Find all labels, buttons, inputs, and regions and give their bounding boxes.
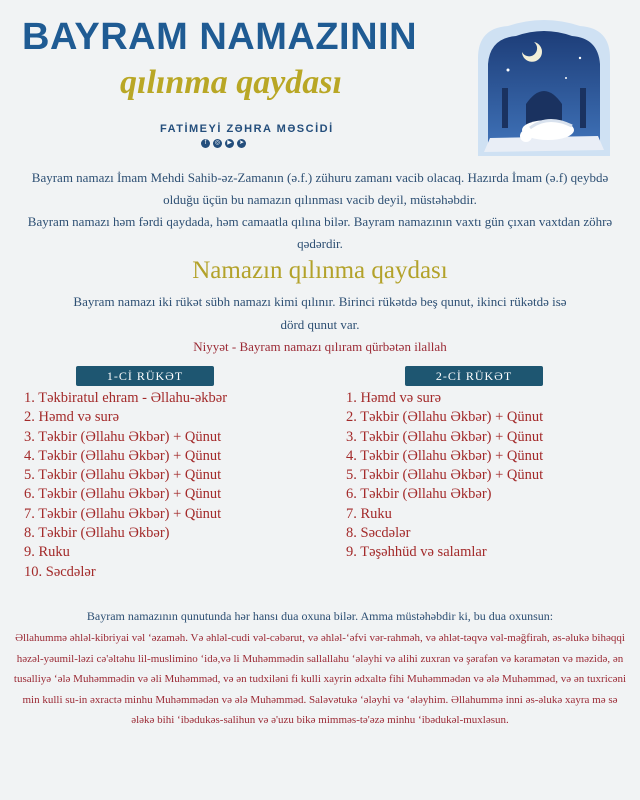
list-item: 4. Təkbir (Əllahu Əkbər) + Qünut — [346, 447, 544, 464]
intro-paragraph-2: Bayram namazı həm fərdi qaydada, həm camaatla qılına bilər. Bayram namazının vaxtı gün çıxan vaxtdan zöhrə qədərdir. — [27, 214, 613, 251]
prayer-illustration — [468, 18, 620, 158]
list-item: 1. Təkbiratul ehram - Əllahu-əkbər — [24, 390, 228, 406]
niyyet-text: Niyyət - Bayram namazı qılıram qürbətən ilallah — [193, 339, 447, 354]
social-icons — [201, 139, 246, 148]
instagram-icon[interactable]: ◎ — [214, 140, 221, 146]
list-item: 1. Həmd və surə — [346, 390, 442, 406]
list-item: 3. Təkbir (Əllahu Əkbər) + Qünut — [24, 428, 222, 445]
list-item: 5. Təkbir (Əllahu Əkbər) + Qünut — [346, 467, 544, 484]
list-item: 9. Ruku — [24, 544, 70, 561]
mosque-name: FATİMEYİ ZƏHRA MƏSCİDİ — [160, 123, 334, 135]
rakat1-steps — [24, 389, 227, 582]
list-item: 8. Səcdələr — [346, 525, 411, 542]
dua-intro: Bayram namazının qunutunda hər hansı dua oxuna bilər. Amma müstəhəbdir ki, bu dua oxunsun: — [86, 609, 554, 623]
list-item: 6. Təkbir (Əllahu Əkbər) + Qünut — [24, 486, 222, 503]
poster-subtitle: qılınma qaydası — [120, 64, 342, 101]
list-item: 4. Təkbir (Əllahu Əkbər) + Qünut — [24, 447, 222, 464]
rakat1-label: 1-Cİ RÜKƏT — [76, 366, 214, 386]
list-item: 9. Təşəhhüd və salamlar — [346, 544, 487, 561]
telegram-icon[interactable]: ➤ — [238, 140, 245, 146]
rule-text: Bayram namazı iki rükət sübh namazı kimi qılınır. Birinci rükətdə beş qunut, ikinci rükətdə isə dörd qunut var. — [73, 294, 567, 332]
youtube-icon[interactable]: ▶ — [225, 139, 234, 148]
list-item: 6. Təkbir (Əllahu Əkbər) — [346, 486, 492, 503]
list-item: 7. Ruku — [346, 505, 392, 522]
intro-text — [20, 167, 620, 255]
list-item: 2. Həmd və surə — [24, 409, 120, 426]
section-title: Namazın qılınma qaydası — [192, 257, 448, 284]
list-item: 10. Səcdələr — [24, 563, 96, 580]
rakat2-label: 2-Cİ RÜKƏT — [405, 366, 543, 386]
dua-text: Əllahummə əhləl-kibriyai vəl ʻəzaməh. Və əhləl-cudi vəl-cəbərut, və əhləl-ʻəfvi vər-rahməh, və əhlət-təqvə vəl-məğfirah, əs-əlukə bihəqqi həzəl-yəumil-ləzi cə'əltəhu lil-muslimino ʻidə,və li Muhəmmədin sallallahu ʻələyhi və alihi zuxran və şərafən və kəramətən və məzidə, ən tusalliyə ʻələ Muhəmmədin və əli Muhəmməd, və ən tudxiləni fi kulli xayrin ədxaltə fihi Muhəmmədən və ələ Muhəmməd, və ən tuxricəni min kulli su-in əxractə minhu Muhəmmədən və ələ Muhəmməd. Saləvətukə ʻələyhi və ʻələyhim. Əllahummə inni əs-əlukə xayra mə sə ələkə bihi ʻibədukəs-salihun və ə'uzu bikə mimməs-tə'əzə minhu ʻibədukəl-muxləsun. — [13, 632, 627, 727]
poster-title: BAYRAM NAMAZININ — [22, 16, 418, 58]
list-item: 7. Təkbir (Əllahu Əkbər) + Qünut — [24, 505, 222, 522]
intro-paragraph-1: Bayram namazı İmam Mehdi Sahib-əz-Zamanın (ə.f.) zühuru zamanı vacib olacaq. Hazırda İmam (ə.f) qeybdə olduğu üçün bu namazın qılınması vacib deyil, müstəhəbdir. — [31, 170, 609, 207]
list-item: 3. Təkbir (Əllahu Əkbər) + Qünut — [346, 428, 544, 445]
list-item: 5. Təkbir (Əllahu Əkbər) + Qünut — [24, 467, 222, 484]
list-item: 2. Təkbir (Əllahu Əkbər) + Qünut — [346, 409, 544, 426]
list-item: 8. Təkbir (Əllahu Əkbər) — [24, 525, 170, 542]
rakat2-steps — [346, 389, 543, 563]
facebook-icon[interactable]: f — [201, 139, 210, 148]
